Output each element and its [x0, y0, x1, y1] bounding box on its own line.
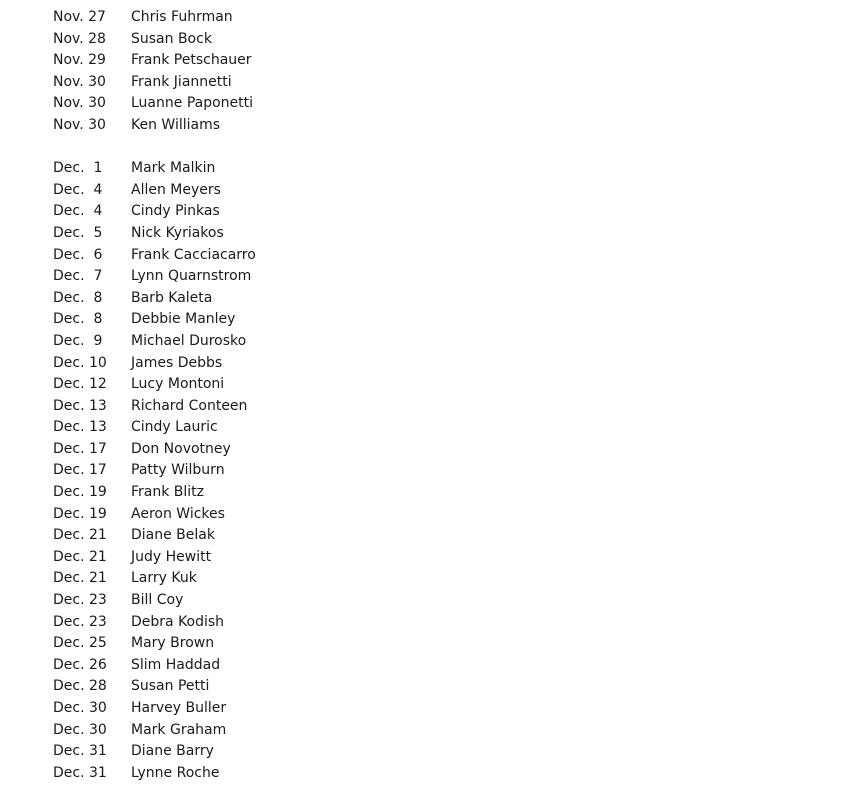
list-item	[53, 266, 256, 288]
list-item	[53, 612, 256, 634]
entry-date: Dec. 10	[53, 354, 107, 371]
entry-name: James Debbs	[131, 354, 223, 371]
list-item	[53, 374, 256, 396]
list-item	[53, 460, 256, 482]
entry-name: Frank Blitz	[131, 484, 205, 501]
entry-date: Dec. 13	[53, 419, 107, 436]
list-item	[53, 29, 256, 51]
entry-name: Slim Haddad	[131, 656, 221, 673]
list-item	[53, 439, 256, 461]
entry-name: Larry Kuk	[131, 570, 197, 587]
entry-date: Nov. 30	[53, 95, 106, 112]
entry-date: Nov. 30	[53, 116, 106, 133]
entry-name: Richard Conteen	[131, 397, 248, 414]
entry-date: Nov. 29	[53, 52, 106, 69]
entry-name: Don Novotney	[131, 440, 231, 457]
entry-date: Dec. 23	[53, 613, 107, 630]
entry-name: Cindy Pinkas	[131, 203, 220, 220]
entry-name: Debra Kodish	[131, 613, 225, 630]
entry-date: Dec. 17	[53, 462, 107, 479]
entry-name: Barb Kaleta	[131, 289, 213, 306]
entry-date: Dec. 5	[53, 224, 103, 241]
entry-name: Michael Durosko	[131, 332, 247, 349]
entry-date: Dec. 8	[53, 311, 103, 328]
entry-date: Dec. 25	[53, 635, 107, 652]
list-item	[53, 7, 256, 29]
entry-name: Susan Petti	[131, 678, 210, 695]
entry-name: Harvey Buller	[131, 700, 227, 716]
entry-name: Mary Brown	[131, 635, 215, 652]
entry-name: Diane Barry	[131, 743, 214, 760]
list-item	[53, 741, 256, 763]
list-item	[53, 417, 256, 439]
entry-name: Frank Jiannetti	[131, 73, 232, 90]
list-item	[53, 353, 256, 375]
list-item	[53, 482, 256, 504]
list-item	[53, 590, 256, 612]
list-item	[53, 655, 256, 677]
entry-name: Aeron Wickes	[131, 505, 225, 522]
list-item	[53, 309, 256, 331]
list-item	[53, 50, 256, 72]
entry-date: Dec. 30	[53, 721, 107, 738]
entry-name: Nick Kyriakos	[131, 224, 224, 241]
entry-date: Dec. 31	[53, 764, 107, 781]
list-item	[53, 180, 256, 202]
entry-date: Dec. 23	[53, 592, 107, 609]
list-item	[53, 158, 256, 180]
entry-date: Dec. 26	[53, 656, 107, 673]
entry-date: Dec. 12	[53, 376, 107, 393]
entry-name: Bill Coy	[131, 592, 184, 609]
list-item	[53, 676, 256, 698]
entry-date: Dec. 21	[53, 570, 107, 587]
entry-name: Lynne Roche	[131, 764, 220, 781]
list-item	[53, 633, 256, 655]
entry-date: Nov. 27	[53, 9, 106, 25]
entry-date: Dec. 9	[53, 332, 103, 349]
list-item	[53, 525, 256, 547]
entry-name: Debbie Manley	[131, 311, 236, 328]
month-group-dec	[53, 158, 256, 784]
entry-name: Lynn Quarnstrom	[131, 268, 252, 285]
entry-date: Dec. 19	[53, 505, 107, 522]
entry-date: Dec. 7	[53, 268, 103, 285]
list-item	[53, 93, 256, 115]
entry-date: Dec. 21	[53, 527, 107, 544]
entry-name: Lucy Montoni	[131, 376, 225, 393]
entry-name: Chris Fuhrman	[131, 9, 233, 25]
list-item	[53, 288, 256, 310]
list-item	[53, 698, 256, 720]
list-item	[53, 504, 256, 526]
list-item	[53, 396, 256, 418]
list-item	[53, 245, 256, 267]
list-item	[53, 201, 256, 223]
entry-date: Nov. 28	[53, 30, 106, 47]
list-item	[53, 115, 256, 137]
entry-date: Dec. 1	[53, 160, 103, 177]
entry-name: Susan Bock	[131, 30, 212, 47]
entry-name: Diane Belak	[131, 527, 215, 544]
entry-name: Cindy Lauric	[131, 419, 218, 436]
entry-date: Dec. 28	[53, 678, 107, 695]
entry-name: Patty Wilburn	[131, 462, 225, 479]
list-item	[53, 568, 256, 590]
entry-date: Dec. 19	[53, 484, 107, 501]
entry-date: Dec. 6	[53, 246, 103, 263]
list-item	[53, 547, 256, 569]
list-item	[53, 331, 256, 353]
entry-name: Frank Cacciacarro	[131, 246, 256, 263]
entry-date: Dec. 13	[53, 397, 107, 414]
entry-name: Judy Hewitt	[131, 548, 212, 565]
entry-date: Dec. 8	[53, 289, 103, 306]
entry-name: Mark Graham	[131, 721, 227, 738]
entry-date: Dec. 4	[53, 181, 103, 198]
entry-date: Dec. 31	[53, 743, 107, 760]
list-item	[53, 763, 256, 785]
list-item	[53, 720, 256, 742]
birthday-list	[53, 7, 256, 784]
entry-date: Dec. 4	[53, 203, 103, 220]
entry-date: Nov. 30	[53, 73, 106, 90]
list-item	[53, 223, 256, 245]
entry-name: Frank Petschauer	[131, 52, 252, 69]
entry-name: Ken Williams	[131, 116, 221, 133]
entry-date: Dec. 30	[53, 700, 107, 716]
month-group-nov	[53, 7, 256, 137]
list-item	[53, 72, 256, 94]
entry-date: Dec. 21	[53, 548, 107, 565]
entry-name: Allen Meyers	[131, 181, 221, 198]
entry-name: Luanne Paponetti	[131, 95, 254, 112]
entry-date: Dec. 17	[53, 440, 107, 457]
entry-name: Mark Malkin	[131, 160, 216, 177]
